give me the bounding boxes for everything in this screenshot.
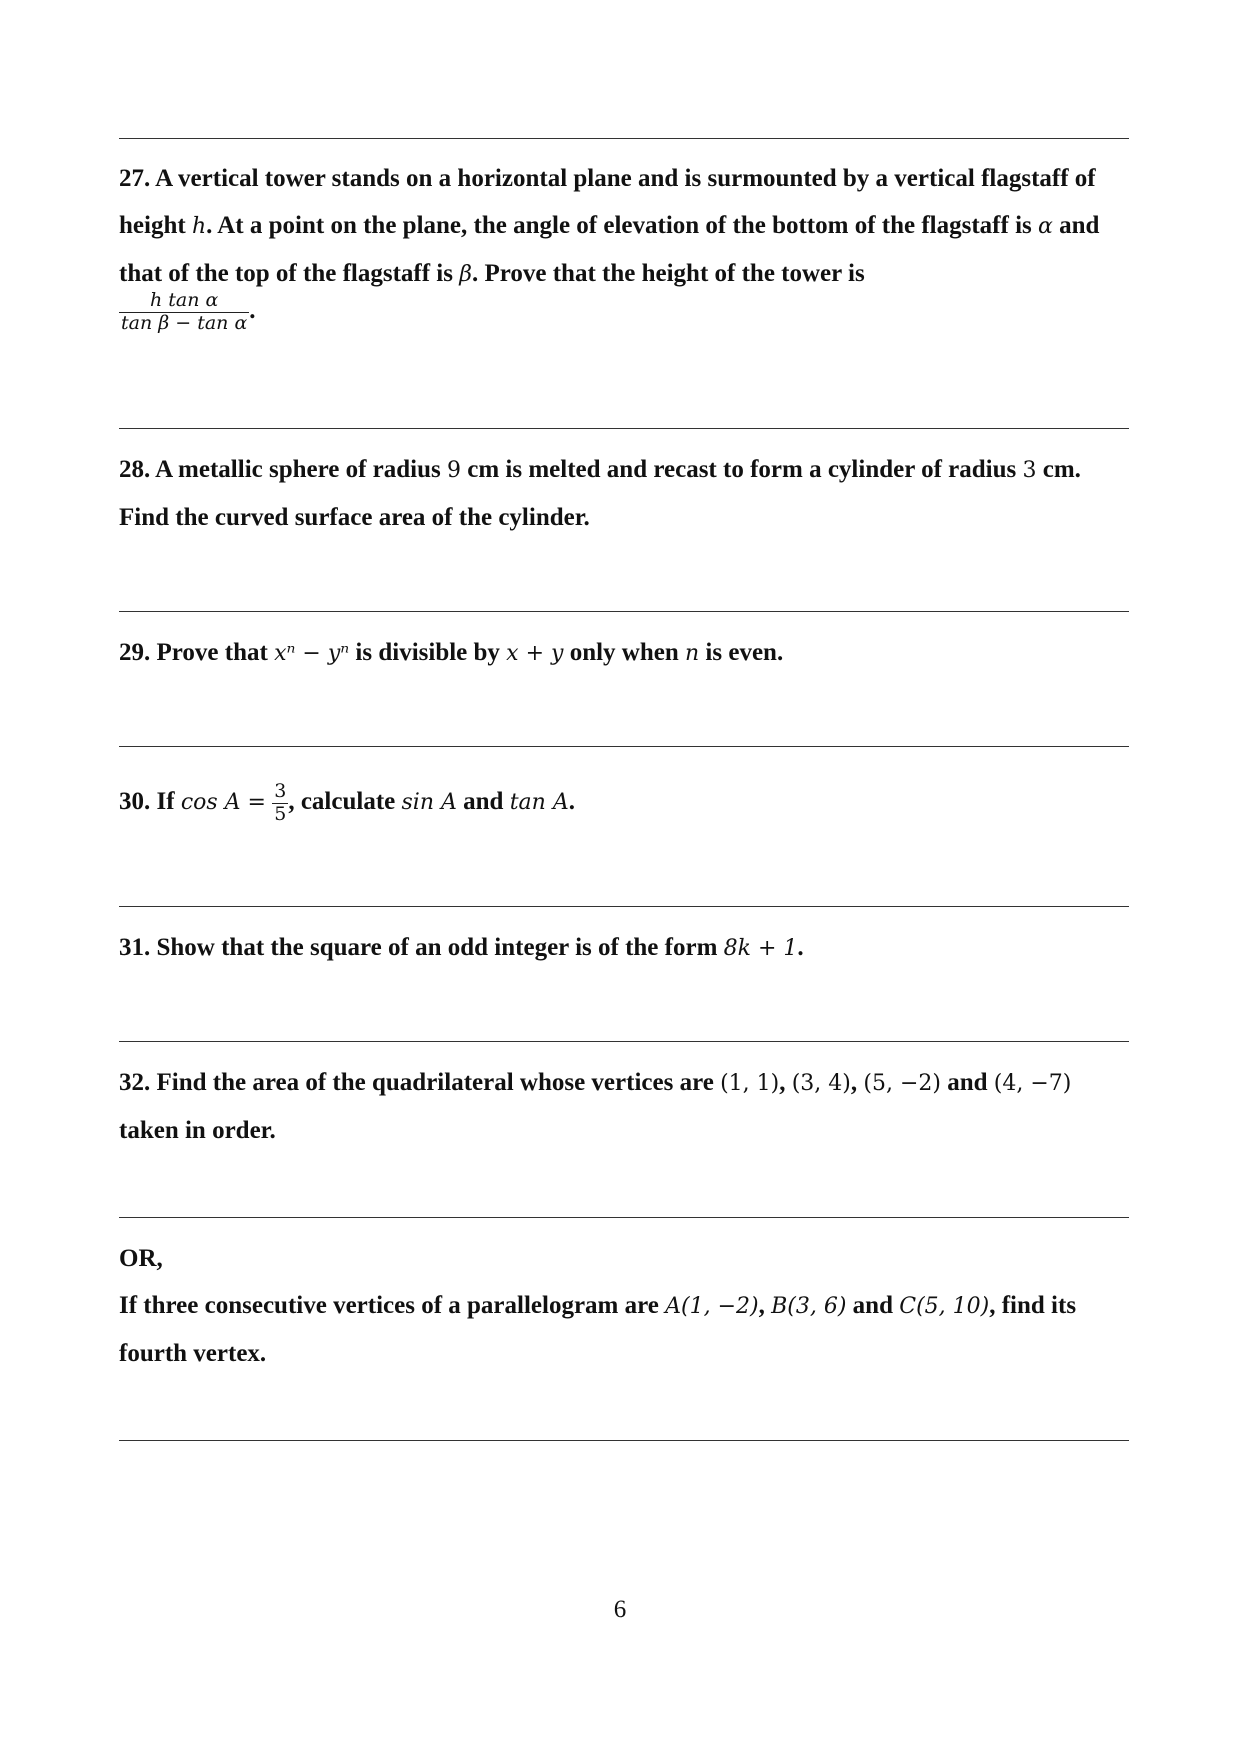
divider (119, 1041, 1129, 1042)
question-number: 31. (119, 934, 151, 961)
question-29: 29. Prove that xⁿ − yⁿ is divisible by x + y only when n is even. (119, 639, 784, 666)
height-fraction: $\frac{\text{h tan α}}{\text{tan β − tan α}}$ (121, 289, 248, 334)
question-number: 32. (119, 1069, 151, 1096)
divider (119, 1217, 1129, 1218)
divider (119, 428, 1129, 429)
divider (119, 906, 1129, 907)
divider (119, 611, 1129, 612)
question-number: 30. (119, 788, 151, 815)
question-number: 28. (119, 456, 151, 483)
or-label: OR, (119, 1245, 163, 1272)
divider (119, 746, 1129, 747)
divider (119, 1440, 1129, 1441)
question-number: 29. (119, 639, 151, 666)
cos-fraction: $\frac{3}{5}$ (274, 779, 287, 825)
question-30: 30. If cos A = $\frac{3}{5}$ , calculate sin A and tan A. (119, 779, 575, 825)
divider (119, 138, 1129, 139)
or-alternative: OR, If three consecutive vertices of a parallelogram are A(1, −2), B(3, 6) and C(5, 10), find its fourth vertex. (119, 1235, 1131, 1377)
question-27: 27. A vertical tower stands on a horizontal plane and is surmounted by a vertical flagstaff of height h. At a point on the plane, the angle of elevation of the bottom of the flagstaff is α and that of the top of the flagstaff is β. Prove that the height of the tower is $\frac{\text{h tan α}}{\text{tan β − tan α}}$ . (119, 165, 1100, 334)
page-number: 6 (613, 1596, 627, 1623)
question-31: 31. Show that the square of an odd integer is of the form 8k + 1. (119, 934, 804, 961)
question-32: 32. Find the area of the quadrilateral whose vertices are (1, 1), (3, 4), (5, −2) and (4, −7) taken in order. (119, 1069, 1072, 1144)
question-28: 28. A metallic sphere of radius 9 cm is melted and recast to form a cylinder of radius 3 cm. Find the curved surface area of the cylinder. (119, 456, 1081, 531)
question-number: 27. (119, 165, 151, 192)
